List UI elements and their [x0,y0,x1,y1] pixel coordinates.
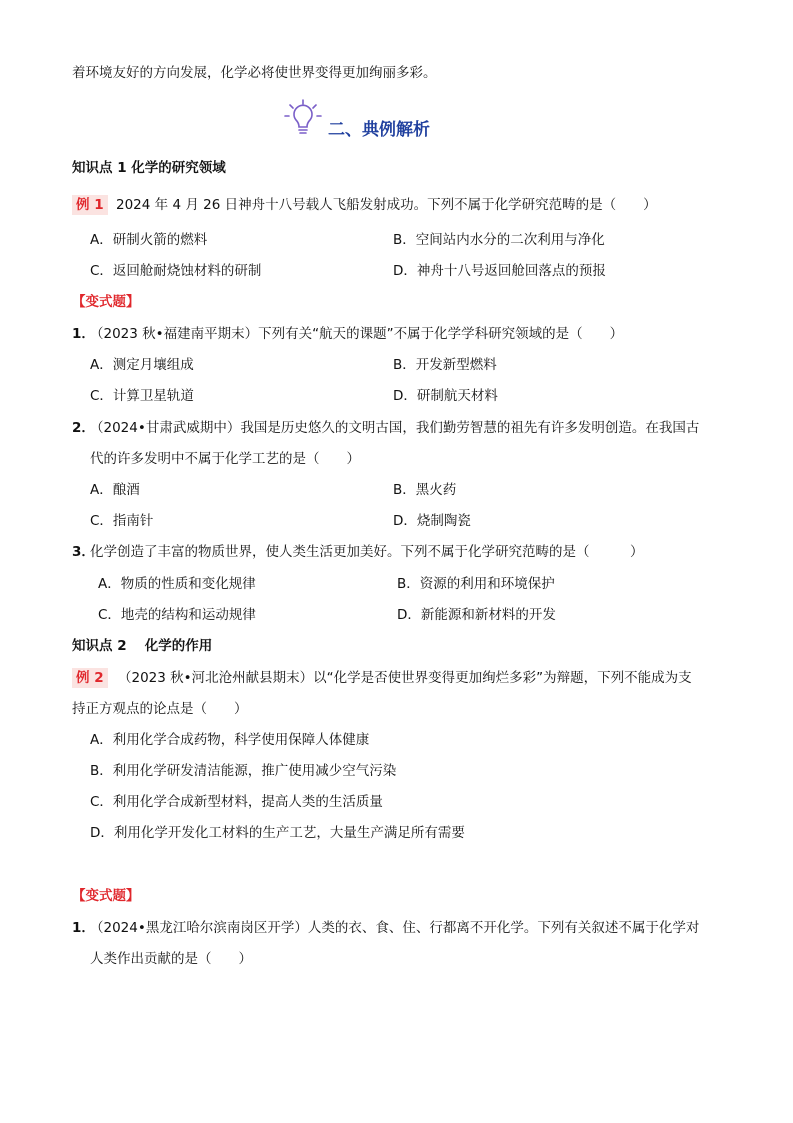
variant1-q3-option-c: C．地壳的结构和运动规律 [98,607,256,623]
example-2-option-a: A．利用化学合成药物，科学使用保障人体健康 [90,732,370,748]
variant1-q2-option-a: A．酿酒 [90,482,140,498]
variant1-q3-option-a: A．物质的性质和变化规律 [98,576,256,592]
example-2-option-d: D．利用化学开发化工材料的生产工艺，大量生产满足所有需要 [90,825,465,841]
knowledge-point-2: 知识点 2 化学的作用 [72,638,213,654]
variant1-q2-stem-line1: （2024•甘肃武威期中）我国是历史悠久的文明古国，我们勤劳智慧的祖先有许多发明创造。在我国古 [90,420,700,436]
variant1-q1-number: 1． [72,326,95,342]
variant1-q2-stem-line2: 代的许多发明中不属于化学工艺的是（ ） [90,451,360,467]
variant1-q2-option-b: B．黑火药 [393,482,457,498]
variant1-q2-option-c: C．指南针 [90,513,154,529]
example-1-stem: 2024 年 4 月 26 日神舟十八号载人飞船发射成功。下列不属于化学研究范畴的是（ ） [116,197,657,213]
variant-label-1: 【变式题】 [72,294,140,310]
knowledge-point-1: 知识点 1 化学的研究领域 [72,160,226,176]
variant1-q3-option-d: D．新能源和新材料的开发 [397,607,556,623]
variant1-q2-number: 2． [72,420,95,436]
variant1-q3-option-b: B．资源的利用和环境保护 [397,576,555,592]
variant2-q1-number: 1． [72,920,95,936]
example-2-badge: 例 2 [72,668,108,688]
variant2-q1-stem-line1: （2024•黑龙江哈尔滨南岗区开学）人类的衣、食、住、行都离不开化学。下列有关叙述不属于化学对 [90,920,700,936]
example-1-label [72,195,114,215]
variant1-q2-option-d: D．烧制陶瓷 [393,513,471,529]
example-1-option-c: C．返回舱耐烧蚀材料的研制 [90,263,262,279]
variant1-q1-option-d: D．研制航天材料 [393,388,498,404]
example-1-option-a: A．研制火箭的燃料 [90,232,208,248]
variant1-q3-number: 3． [72,544,95,560]
variant1-q1-option-b: B．开发新型燃料 [393,357,497,373]
intro-line: 着环境友好的方向发展，化学必将使世界变得更加绚丽多彩。 [72,65,437,81]
lightbulb-icon [283,99,323,139]
variant1-q1-option-c: C．计算卫星轨道 [90,388,194,404]
example-2-option-b: B．利用化学研发清洁能源，推广使用减少空气污染 [90,763,397,779]
example-2-label [72,668,114,688]
example-2-stem-line2: 持正方观点的论点是（ ） [72,701,248,717]
example-1-option-b: B．空间站内水分的二次利用与净化 [393,232,605,248]
example-2-stem-line1: （2023 秋•河北沧州献县期末）以“化学是否使世界变得更加绚烂多彩”为辩题，下列不能成为支 [118,670,692,686]
example-1-option-d: D．神舟十八号返回舱回落点的预报 [393,263,606,279]
variant1-q3-stem: 化学创造了丰富的物质世界，使人类生活更加美好。下列不属于化学研究范畴的是（ ） [90,544,644,560]
variant2-q1-stem-line2: 人类作出贡献的是（ ） [90,951,252,967]
example-1-badge: 例 1 [72,195,108,215]
variant1-q1-option-a: A．测定月壤组成 [90,357,194,373]
variant-label-2: 【变式题】 [72,888,140,904]
example-2-option-c: C．利用化学合成新型材料，提高人类的生活质量 [90,794,383,810]
variant1-q1-stem: （2023 秋•福建南平期末）下列有关“航天的课题”不属于化学学科研究领域的是（ ） [90,326,624,342]
section-title: 二、典例解析 [328,120,430,140]
